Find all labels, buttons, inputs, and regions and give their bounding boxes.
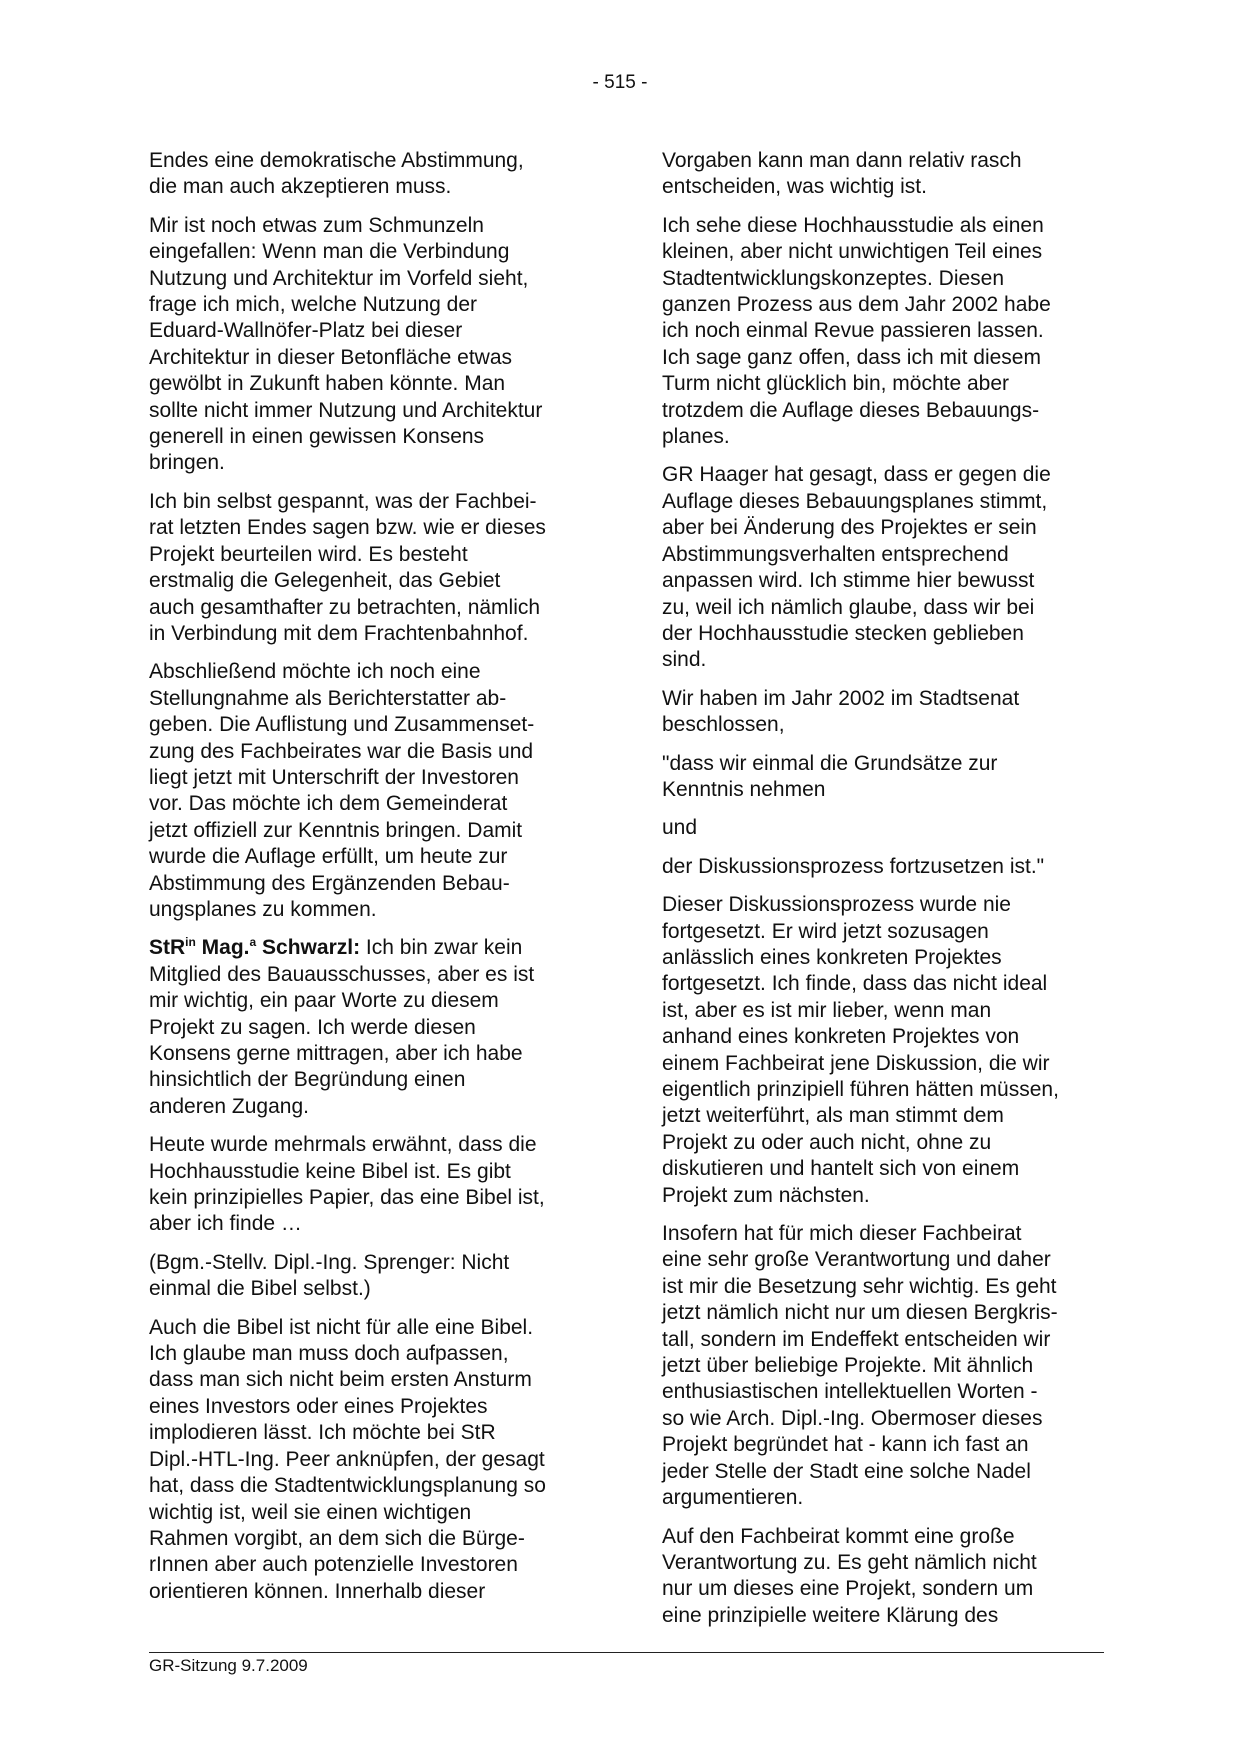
speaker-text: Ich bin zwar kein Mitglied des Bauausschusses, aber es ist mir wichtig, ein paar Worte zu diesem Projekt zu sagen. Ich werde diesen Konsens gerne mittragen, aber ich habe hinsichtlich der Begründung einen anderen Zugang. [149,936,535,1118]
footer-text: GR-Sitzung 9.7.2009 [149,1656,308,1675]
paragraph: Abschließend möchte ich noch eine Stellungnahme als Berichterstatter ab- geben. Die Auflistung und Zusammenset- zung des Fachbeirates war die Basis und liegt jetzt mit Unterschrift der Investoren vor. Das möchte ich dem Gemeinderat jetzt offiziell zur Kenntnis bringen. Damit wurde die Auflage erfüllt, um heute zur Abstimmung des Ergänzenden Bebau- ungsplanes zu kommen. [149,660,535,921]
paragraph: Vorgaben kann man dann relativ rasch entscheiden, was wichtig ist. [662,149,1022,199]
paragraph: Endes eine demokratische Abstimmung, die man auch akzeptieren muss. [149,149,524,199]
paragraph: Heute wurde mehrmals erwähnt, dass die Hochhausstudie keine Bibel ist. Es gibt kein prinzipielles Papier, das eine Bibel ist, aber ich finde … [149,1133,545,1236]
paragraph: Auch die Bibel ist nicht für alle eine Bibel. Ich glaube man muss doch aufpassen, dass man sich nicht beim ersten Ansturm eines Investors oder eines Projektes implodieren lässt. Ich möchte bei StR Dipl.-HTL-Ing. Peer anknüpfen, der gesagt hat, dass die Stadtentwicklungsplanung so wichtig ist, weil sie einen wichtigen Rahmen vorgibt, an dem sich die Bürge- rInnen aber auch potenzielle Investoren orientieren können. Innerhalb dieser [149,1315,546,1603]
speaker-surname: Schwarzl: [256,936,361,960]
left-column [149,148,604,1617]
paragraph: Wir haben im Jahr 2002 im Stadtsenat beschlossen, [662,686,1020,737]
speaker-degree-superscript: a [249,935,257,950]
interjection: (Bgm.-Stellv. Dipl.-Ing. Sprenger: Nicht einmal die Bibel selbst.) [149,1250,510,1301]
speaker-paragraph [149,935,604,1120]
right-column [662,148,1117,1641]
quote-paragraph: und [662,816,698,840]
paragraph: Dieser Diskussionsprozess wurde nie fortgesetzt. Er wird jetzt sozusagen anlässlich eines konkreten Projektes fortgesetzt. Ich finde, dass das nicht ideal ist, aber es ist mir lieber, wenn man anhand eines konkreten Projektes von einem Fachbeirat jene Diskussion, die wir eigentlich prinzipiell führen hätten müssen, jetzt weiterführt, als man stimmt dem Projekt zu oder auch nicht, ohne zu diskutieren und hantelt sich von einem Projekt zum nächsten. [662,893,1059,1207]
speaker-title-superscript: in [185,935,196,950]
speaker-degree: Mag. [195,936,250,960]
paragraph: GR Haager hat gesagt, dass er gegen die Auflage dieses Bebauungsplanes stimmt, aber bei Änderung des Projektes er sein Abstimmungsverhalten entsprechend anpassen wird. Ich stimme hier bewusst zu, weil ich nämlich glaube, dass wir bei der Hochhausstudie stecken geblieben sind. [662,463,1051,672]
footer-rule [149,1652,1104,1653]
speaker-name [149,936,360,959]
paragraph: Insofern hat für mich dieser Fachbeirat eine sehr große Verantwortung und daher ist mir die Besetzung sehr wichtig. Es geht jetzt nämlich nicht nur um diesen Bergkris- tall, sondern im Endeffekt entscheiden wir jetzt über beliebige Projekte. Mit ähnlich enthusiastischen intellektuellen Worten - so wie Arch. Dipl.-Ing. Obermoser dieses Projekt begründet hat - kann ich fast an jeder Stelle der Stadt eine solche Nadel argumentieren. [662,1222,1058,1510]
paragraph: Ich bin selbst gespannt, was der Fachbei- rat letzten Endes sagen bzw. wie er dieses Projekt beurteilen wird. Es besteht erstmalig die Gelegenheit, das Gebiet auch gesamthafter zu betrachten, nämlich in Verbindung mit dem Frachtenbahnhof. [149,489,546,645]
quote-paragraph: der Diskussionsprozess fortzusetzen ist." [662,854,1045,878]
page-number: - 515 - [592,72,648,93]
paragraph: Ich sehe diese Hochhausstudie als einen kleinen, aber nicht unwichtigen Teil eines Stadtentwicklungskonzeptes. Diesen ganzen Prozess aus dem Jahr 2002 habe ich noch einmal Revue passieren lassen. Ich sage ganz offen, dass ich mit diesem Turm nicht glücklich bin, möchte aber trotzdem die Auflage dieses Bebauungs- planes. [662,213,1051,449]
quote-paragraph: "dass wir einmal die Grundsätze zur Kenntnis nehmen [662,751,998,801]
paragraph: Auf den Fachbeirat kommt eine große Verantwortung zu. Es geht nämlich nicht nur um dieses eine Projekt, sondern um eine prinzipielle weitere Klärung des [662,1524,1037,1627]
speaker-title: StR [149,936,186,960]
paragraph: Mir ist noch etwas zum Schmunzeln eingefallen: Wenn man die Verbindung Nutzung und Architektur im Vorfeld sieht, frage ich mich, welche Nutzung der Eduard-Wallnöfer-Platz bei dieser Architektur in dieser Betonfläche etwas gewölbt in Zukunft haben könnte. Man sollte nicht immer Nutzung und Architektur generell in einen gewissen Konsens bringen. [149,213,543,475]
